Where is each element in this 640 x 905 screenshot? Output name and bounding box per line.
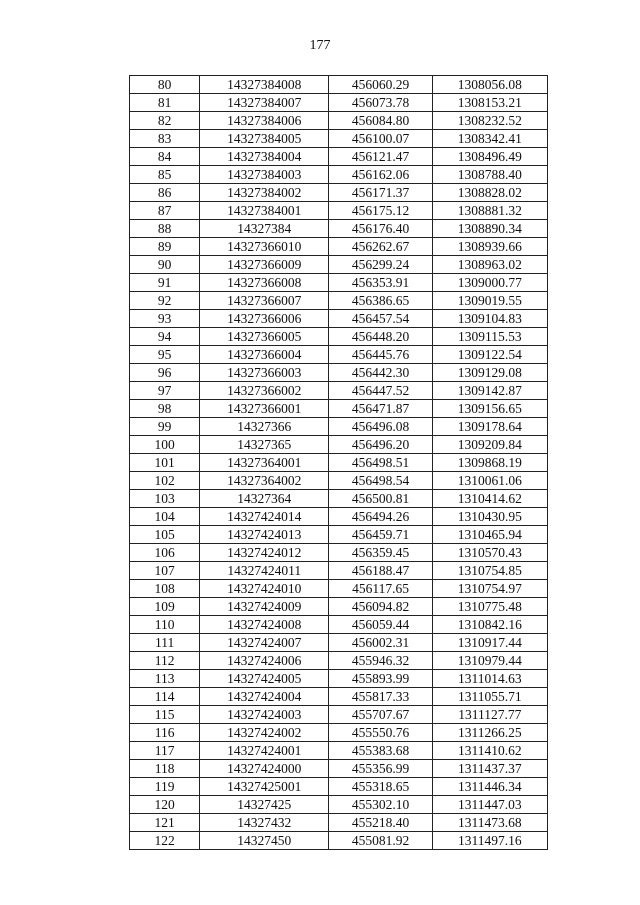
table-row <box>130 760 548 778</box>
y-coordinate-cell: 1310775.48 <box>432 598 547 616</box>
point-id-cell: 14327384008 <box>200 76 329 94</box>
row-number-cell: 82 <box>130 112 200 130</box>
x-coordinate-cell: 456359.45 <box>329 544 432 562</box>
table-row <box>130 490 548 508</box>
table-row <box>130 508 548 526</box>
x-coordinate-cell: 455550.76 <box>329 724 432 742</box>
x-coordinate-cell: 456073.78 <box>329 94 432 112</box>
y-coordinate-cell: 1310061.06 <box>432 472 547 490</box>
x-coordinate-cell: 456448.20 <box>329 328 432 346</box>
y-coordinate-cell: 1309129.08 <box>432 364 547 382</box>
x-coordinate-cell: 456496.08 <box>329 418 432 436</box>
row-number-cell: 80 <box>130 76 200 94</box>
x-coordinate-cell: 456059.44 <box>329 616 432 634</box>
y-coordinate-cell: 1310842.16 <box>432 616 547 634</box>
x-coordinate-cell: 455817.33 <box>329 688 432 706</box>
x-coordinate-cell: 456117.65 <box>329 580 432 598</box>
point-id-cell: 14327424003 <box>200 706 329 724</box>
point-id-cell: 14327424010 <box>200 580 329 598</box>
table-row <box>130 364 548 382</box>
point-id-cell: 14327424006 <box>200 652 329 670</box>
row-number-cell: 110 <box>130 616 200 634</box>
row-number-cell: 104 <box>130 508 200 526</box>
table-row <box>130 832 548 850</box>
page-number: 177 <box>309 38 331 53</box>
point-id-cell: 14327424001 <box>200 742 329 760</box>
row-number-cell: 87 <box>130 202 200 220</box>
y-coordinate-cell: 1308881.32 <box>432 202 547 220</box>
y-coordinate-cell: 1309156.65 <box>432 400 547 418</box>
y-coordinate-cell: 1311266.25 <box>432 724 547 742</box>
point-id-cell: 14327384003 <box>200 166 329 184</box>
y-coordinate-cell: 1311497.16 <box>432 832 547 850</box>
x-coordinate-cell: 456459.71 <box>329 526 432 544</box>
table-body <box>130 76 548 850</box>
x-coordinate-cell: 456188.47 <box>329 562 432 580</box>
y-coordinate-cell: 1308828.02 <box>432 184 547 202</box>
y-coordinate-cell: 1308890.34 <box>432 220 547 238</box>
table-row <box>130 292 548 310</box>
point-id-cell: 14327366005 <box>200 328 329 346</box>
x-coordinate-cell: 456500.81 <box>329 490 432 508</box>
x-coordinate-cell: 455318.65 <box>329 778 432 796</box>
table-row <box>130 454 548 472</box>
y-coordinate-cell: 1309115.53 <box>432 328 547 346</box>
table-row <box>130 130 548 148</box>
y-coordinate-cell: 1311410.62 <box>432 742 547 760</box>
table-row <box>130 562 548 580</box>
table-row <box>130 256 548 274</box>
row-number-cell: 90 <box>130 256 200 274</box>
table-row <box>130 580 548 598</box>
coordinate-table <box>129 75 548 850</box>
table-row <box>130 202 548 220</box>
point-id-cell: 14327424004 <box>200 688 329 706</box>
x-coordinate-cell: 456060.29 <box>329 76 432 94</box>
x-coordinate-cell: 456498.51 <box>329 454 432 472</box>
row-number-cell: 116 <box>130 724 200 742</box>
row-number-cell: 93 <box>130 310 200 328</box>
table-row <box>130 382 548 400</box>
row-number-cell: 106 <box>130 544 200 562</box>
point-id-cell: 14327384002 <box>200 184 329 202</box>
y-coordinate-cell: 1308963.02 <box>432 256 547 274</box>
y-coordinate-cell: 1309104.83 <box>432 310 547 328</box>
row-number-cell: 99 <box>130 418 200 436</box>
point-id-cell: 14327424007 <box>200 634 329 652</box>
table-row <box>130 94 548 112</box>
table-row <box>130 346 548 364</box>
row-number-cell: 121 <box>130 814 200 832</box>
row-number-cell: 92 <box>130 292 200 310</box>
point-id-cell: 14327424012 <box>200 544 329 562</box>
point-id-cell: 14327424008 <box>200 616 329 634</box>
y-coordinate-cell: 1308342.41 <box>432 130 547 148</box>
row-number-cell: 102 <box>130 472 200 490</box>
row-number-cell: 100 <box>130 436 200 454</box>
row-number-cell: 115 <box>130 706 200 724</box>
row-number-cell: 89 <box>130 238 200 256</box>
y-coordinate-cell: 1311127.77 <box>432 706 547 724</box>
point-id-cell: 14327424011 <box>200 562 329 580</box>
table-row <box>130 670 548 688</box>
table-row <box>130 238 548 256</box>
point-id-cell: 14327364001 <box>200 454 329 472</box>
table-row <box>130 616 548 634</box>
y-coordinate-cell: 1310754.97 <box>432 580 547 598</box>
row-number-cell: 120 <box>130 796 200 814</box>
y-coordinate-cell: 1309142.87 <box>432 382 547 400</box>
row-number-cell: 113 <box>130 670 200 688</box>
table-row <box>130 274 548 292</box>
y-coordinate-cell: 1309019.55 <box>432 292 547 310</box>
row-number-cell: 98 <box>130 400 200 418</box>
row-number-cell: 97 <box>130 382 200 400</box>
row-number-cell: 122 <box>130 832 200 850</box>
table-row <box>130 472 548 490</box>
table-row <box>130 436 548 454</box>
x-coordinate-cell: 455707.67 <box>329 706 432 724</box>
y-coordinate-cell: 1310570.43 <box>432 544 547 562</box>
y-coordinate-cell: 1309868.19 <box>432 454 547 472</box>
row-number-cell: 108 <box>130 580 200 598</box>
table-row <box>130 76 548 94</box>
y-coordinate-cell: 1308056.08 <box>432 76 547 94</box>
point-id-cell: 14327432 <box>200 814 329 832</box>
row-number-cell: 96 <box>130 364 200 382</box>
point-id-cell: 14327424009 <box>200 598 329 616</box>
row-number-cell: 83 <box>130 130 200 148</box>
table-row <box>130 184 548 202</box>
x-coordinate-cell: 456494.26 <box>329 508 432 526</box>
x-coordinate-cell: 456457.54 <box>329 310 432 328</box>
point-id-cell: 14327384001 <box>200 202 329 220</box>
x-coordinate-cell: 456100.07 <box>329 130 432 148</box>
x-coordinate-cell: 456353.91 <box>329 274 432 292</box>
x-coordinate-cell: 455383.68 <box>329 742 432 760</box>
point-id-cell: 14327366008 <box>200 274 329 292</box>
x-coordinate-cell: 455893.99 <box>329 670 432 688</box>
x-coordinate-cell: 456471.87 <box>329 400 432 418</box>
table-row <box>130 814 548 832</box>
point-id-cell: 14327424002 <box>200 724 329 742</box>
table-row <box>130 652 548 670</box>
point-id-cell: 14327366009 <box>200 256 329 274</box>
table-row <box>130 310 548 328</box>
y-coordinate-cell: 1308153.21 <box>432 94 547 112</box>
y-coordinate-cell: 1310414.62 <box>432 490 547 508</box>
row-number-cell: 94 <box>130 328 200 346</box>
table-row <box>130 724 548 742</box>
y-coordinate-cell: 1311447.03 <box>432 796 547 814</box>
y-coordinate-cell: 1309122.54 <box>432 346 547 364</box>
row-number-cell: 86 <box>130 184 200 202</box>
point-id-cell: 14327384005 <box>200 130 329 148</box>
point-id-cell: 14327366007 <box>200 292 329 310</box>
x-coordinate-cell: 456176.40 <box>329 220 432 238</box>
x-coordinate-cell: 456094.82 <box>329 598 432 616</box>
row-number-cell: 81 <box>130 94 200 112</box>
point-id-cell: 14327366001 <box>200 400 329 418</box>
point-id-cell: 14327384 <box>200 220 329 238</box>
row-number-cell: 118 <box>130 760 200 778</box>
y-coordinate-cell: 1308496.49 <box>432 148 547 166</box>
row-number-cell: 117 <box>130 742 200 760</box>
point-id-cell: 14327366003 <box>200 364 329 382</box>
y-coordinate-cell: 1310979.44 <box>432 652 547 670</box>
point-id-cell: 14327366006 <box>200 310 329 328</box>
x-coordinate-cell: 456299.24 <box>329 256 432 274</box>
y-coordinate-cell: 1308939.66 <box>432 238 547 256</box>
x-coordinate-cell: 456447.52 <box>329 382 432 400</box>
y-coordinate-cell: 1311446.34 <box>432 778 547 796</box>
table-row <box>130 328 548 346</box>
y-coordinate-cell: 1311437.37 <box>432 760 547 778</box>
row-number-cell: 105 <box>130 526 200 544</box>
point-id-cell: 14327365 <box>200 436 329 454</box>
point-id-cell: 14327384004 <box>200 148 329 166</box>
point-id-cell: 14327424013 <box>200 526 329 544</box>
x-coordinate-cell: 456175.12 <box>329 202 432 220</box>
row-number-cell: 91 <box>130 274 200 292</box>
point-id-cell: 14327366 <box>200 418 329 436</box>
row-number-cell: 119 <box>130 778 200 796</box>
x-coordinate-cell: 455218.40 <box>329 814 432 832</box>
y-coordinate-cell: 1309178.64 <box>432 418 547 436</box>
y-coordinate-cell: 1308788.40 <box>432 166 547 184</box>
y-coordinate-cell: 1309209.84 <box>432 436 547 454</box>
point-id-cell: 14327366010 <box>200 238 329 256</box>
point-id-cell: 14327425001 <box>200 778 329 796</box>
row-number-cell: 95 <box>130 346 200 364</box>
x-coordinate-cell: 456445.76 <box>329 346 432 364</box>
y-coordinate-cell: 1311055.71 <box>432 688 547 706</box>
x-coordinate-cell: 456002.31 <box>329 634 432 652</box>
table-row <box>130 742 548 760</box>
table-row <box>130 418 548 436</box>
x-coordinate-cell: 456121.47 <box>329 148 432 166</box>
row-number-cell: 107 <box>130 562 200 580</box>
table-row <box>130 112 548 130</box>
table-row <box>130 598 548 616</box>
point-id-cell: 14327384006 <box>200 112 329 130</box>
x-coordinate-cell: 455081.92 <box>329 832 432 850</box>
x-coordinate-cell: 456442.30 <box>329 364 432 382</box>
x-coordinate-cell: 455356.99 <box>329 760 432 778</box>
point-id-cell: 14327450 <box>200 832 329 850</box>
y-coordinate-cell: 1310754.85 <box>432 562 547 580</box>
row-number-cell: 84 <box>130 148 200 166</box>
x-coordinate-cell: 455302.10 <box>329 796 432 814</box>
table-row <box>130 634 548 652</box>
y-coordinate-cell: 1308232.52 <box>432 112 547 130</box>
point-id-cell: 14327384007 <box>200 94 329 112</box>
x-coordinate-cell: 456162.06 <box>329 166 432 184</box>
x-coordinate-cell: 456498.54 <box>329 472 432 490</box>
y-coordinate-cell: 1310917.44 <box>432 634 547 652</box>
y-coordinate-cell: 1310465.94 <box>432 526 547 544</box>
row-number-cell: 85 <box>130 166 200 184</box>
row-number-cell: 112 <box>130 652 200 670</box>
y-coordinate-cell: 1309000.77 <box>432 274 547 292</box>
point-id-cell: 14327366002 <box>200 382 329 400</box>
point-id-cell: 14327425 <box>200 796 329 814</box>
point-id-cell: 14327424000 <box>200 760 329 778</box>
row-number-cell: 103 <box>130 490 200 508</box>
table-row <box>130 526 548 544</box>
row-number-cell: 101 <box>130 454 200 472</box>
point-id-cell: 14327364 <box>200 490 329 508</box>
table-row <box>130 166 548 184</box>
x-coordinate-cell: 455946.32 <box>329 652 432 670</box>
y-coordinate-cell: 1311473.68 <box>432 814 547 832</box>
row-number-cell: 111 <box>130 634 200 652</box>
point-id-cell: 14327364002 <box>200 472 329 490</box>
y-coordinate-cell: 1311014.63 <box>432 670 547 688</box>
table-row <box>130 778 548 796</box>
x-coordinate-cell: 456386.65 <box>329 292 432 310</box>
table-row <box>130 796 548 814</box>
x-coordinate-cell: 456084.80 <box>329 112 432 130</box>
row-number-cell: 88 <box>130 220 200 238</box>
row-number-cell: 114 <box>130 688 200 706</box>
x-coordinate-cell: 456262.67 <box>329 238 432 256</box>
table-row <box>130 688 548 706</box>
table-row <box>130 220 548 238</box>
y-coordinate-cell: 1310430.95 <box>432 508 547 526</box>
point-id-cell: 14327366004 <box>200 346 329 364</box>
point-id-cell: 14327424014 <box>200 508 329 526</box>
table-row <box>130 706 548 724</box>
x-coordinate-cell: 456171.37 <box>329 184 432 202</box>
table-row <box>130 544 548 562</box>
table-row <box>130 400 548 418</box>
row-number-cell: 109 <box>130 598 200 616</box>
point-id-cell: 14327424005 <box>200 670 329 688</box>
table-row <box>130 148 548 166</box>
x-coordinate-cell: 456496.20 <box>329 436 432 454</box>
